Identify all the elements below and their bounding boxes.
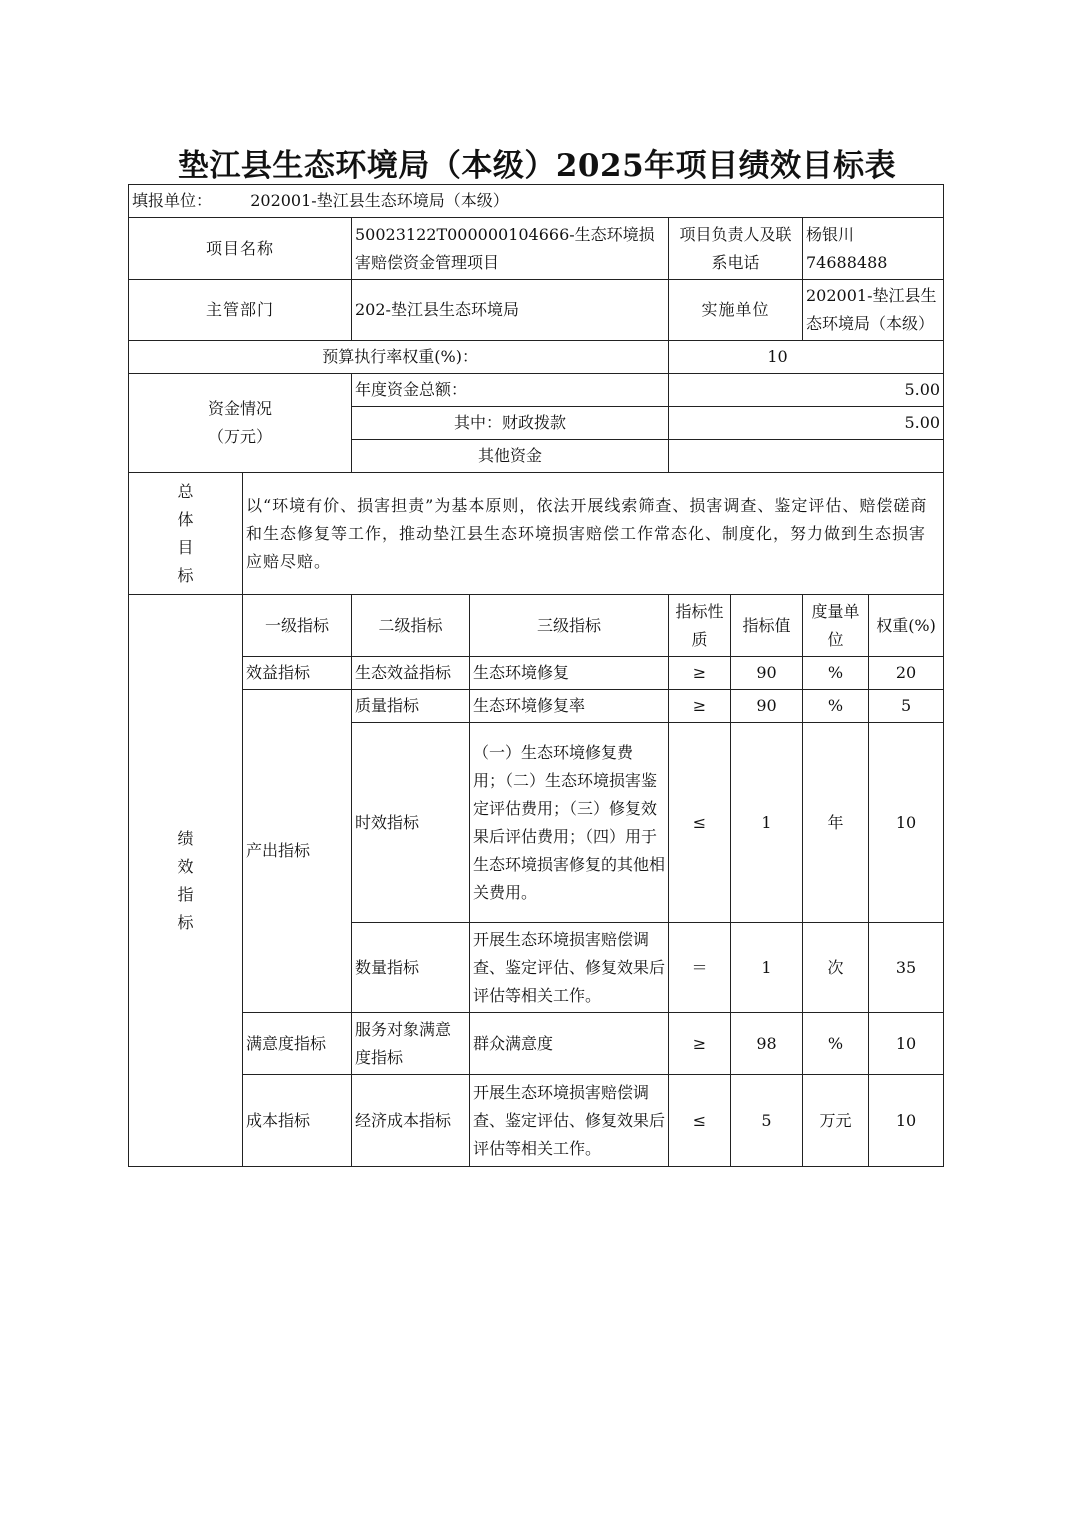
- cell-level2: 时效指标: [352, 723, 470, 923]
- funds-other-label: 其他资金: [352, 440, 669, 473]
- table-row: [129, 1075, 944, 1167]
- funds-fiscal-label: 其中：财政拨款: [352, 407, 669, 440]
- cell-value: 1: [731, 723, 803, 923]
- budget-weight-value: 10: [669, 341, 944, 374]
- cell-level3: （一）生态环境修复费用；（二）生态环境损害鉴定评估费用；（三）修复效果后评估费用；（四）用于生态环境损害修复的其他相关费用。: [470, 723, 669, 923]
- cell-value: 98: [731, 1013, 803, 1075]
- cell-unit: %: [803, 1013, 869, 1075]
- cell-level1: 满意度指标: [243, 1013, 352, 1075]
- funds-fiscal-value: 5.00: [669, 407, 944, 440]
- cell-level2: 数量指标: [352, 923, 470, 1013]
- project-name-value: 50023122T000000104666-生态环境损害赔偿资金管理项目: [352, 218, 669, 280]
- cell-level2: 生态效益指标: [352, 657, 470, 690]
- project-name-label: 项目名称: [129, 218, 352, 280]
- header-level1: 一级指标: [243, 595, 352, 657]
- funds-total-value: 5.00: [669, 374, 944, 407]
- header-level3: 三级指标: [470, 595, 669, 657]
- cell-level3: 开展生态环境损害赔偿调查、鉴定评估、修复效果后评估等相关工作。: [470, 923, 669, 1013]
- cell-level1: 效益指标: [243, 657, 352, 690]
- performance-table: [128, 184, 944, 1167]
- dept-label: 主管部门: [129, 280, 352, 341]
- funds-label: 资金情况: [207, 399, 272, 418]
- cell-level2: 服务对象满意度指标: [352, 1013, 470, 1075]
- page-title: 垫江县生态环境局（本级）2025年项目绩效目标表: [177, 148, 897, 184]
- cell-unit: %: [803, 690, 869, 723]
- table-row: [129, 657, 944, 690]
- perf-label: 绩 效 指 标: [129, 595, 243, 1167]
- cell-weight: 10: [869, 723, 944, 923]
- cell-value: 90: [731, 690, 803, 723]
- dept-value: 202-垫江县生态环境局: [352, 280, 669, 341]
- cell-value: 1: [731, 923, 803, 1013]
- cell-nature: ≥: [669, 690, 731, 723]
- header-value: 指标值: [731, 595, 803, 657]
- owner-value: 杨银川 74688488: [803, 218, 944, 280]
- goal-label: 总 体 目 标: [129, 473, 243, 595]
- fill-unit-value: 202001-垫江县生态环境局（本级）: [250, 191, 509, 210]
- cell-nature: ＝: [669, 923, 731, 1013]
- cell-unit: 年: [803, 723, 869, 923]
- cell-level3: 生态环境修复率: [470, 690, 669, 723]
- funds-other-value: [669, 440, 944, 473]
- cell-nature: ≤: [669, 723, 731, 923]
- header-weight: 权重(%): [869, 595, 944, 657]
- funds-unit: （万元）: [207, 427, 272, 446]
- header-level2: 二级指标: [352, 595, 470, 657]
- cell-weight: 35: [869, 923, 944, 1013]
- impl-label: 实施单位: [669, 280, 803, 341]
- budget-weight-label: 预算执行率权重(%)：: [129, 341, 669, 374]
- cell-level3: 群众满意度: [470, 1013, 669, 1075]
- cell-unit: 万元: [803, 1075, 869, 1167]
- cell-level1: 成本指标: [243, 1075, 352, 1167]
- fill-unit-label: 填报单位：: [132, 191, 213, 210]
- header-nature: 指标性质: [669, 595, 731, 657]
- cell-value: 5: [731, 1075, 803, 1167]
- goal-text: 以“环境有价、损害担责”为基本原则，依法开展线索筛查、损害调查、鉴定评估、赔偿磋商和生态修复等工作，推动垫江县生态环境损害赔偿工作常态化、制度化，努力做到生态损害应赔尽赔。: [243, 473, 944, 595]
- cell-unit: %: [803, 657, 869, 690]
- funds-label-cell: [129, 374, 352, 473]
- cell-nature: ≥: [669, 657, 731, 690]
- cell-level3: 生态环境修复: [470, 657, 669, 690]
- table-row: [129, 690, 944, 723]
- cell-level2: 质量指标: [352, 690, 470, 723]
- cell-level2: 经济成本指标: [352, 1075, 470, 1167]
- cell-weight: 10: [869, 1075, 944, 1167]
- cell-nature: ≥: [669, 1013, 731, 1075]
- header-unit: 度量单位: [803, 595, 869, 657]
- table-row: [129, 1013, 944, 1075]
- cell-unit: 次: [803, 923, 869, 1013]
- cell-weight: 10: [869, 1013, 944, 1075]
- fill-unit-row: [129, 185, 944, 218]
- cell-nature: ≤: [669, 1075, 731, 1167]
- cell-value: 90: [731, 657, 803, 690]
- funds-total-label: 年度资金总额：: [352, 374, 669, 407]
- cell-weight: 5: [869, 690, 944, 723]
- cell-weight: 20: [869, 657, 944, 690]
- cell-level1: 产出指标: [243, 690, 352, 1013]
- impl-value: 202001-垫江县生态环境局（本级）: [803, 280, 944, 341]
- owner-label: 项目负责人及联系电话: [669, 218, 803, 280]
- cell-level3: 开展生态环境损害赔偿调查、鉴定评估、修复效果后评估等相关工作。: [470, 1075, 669, 1167]
